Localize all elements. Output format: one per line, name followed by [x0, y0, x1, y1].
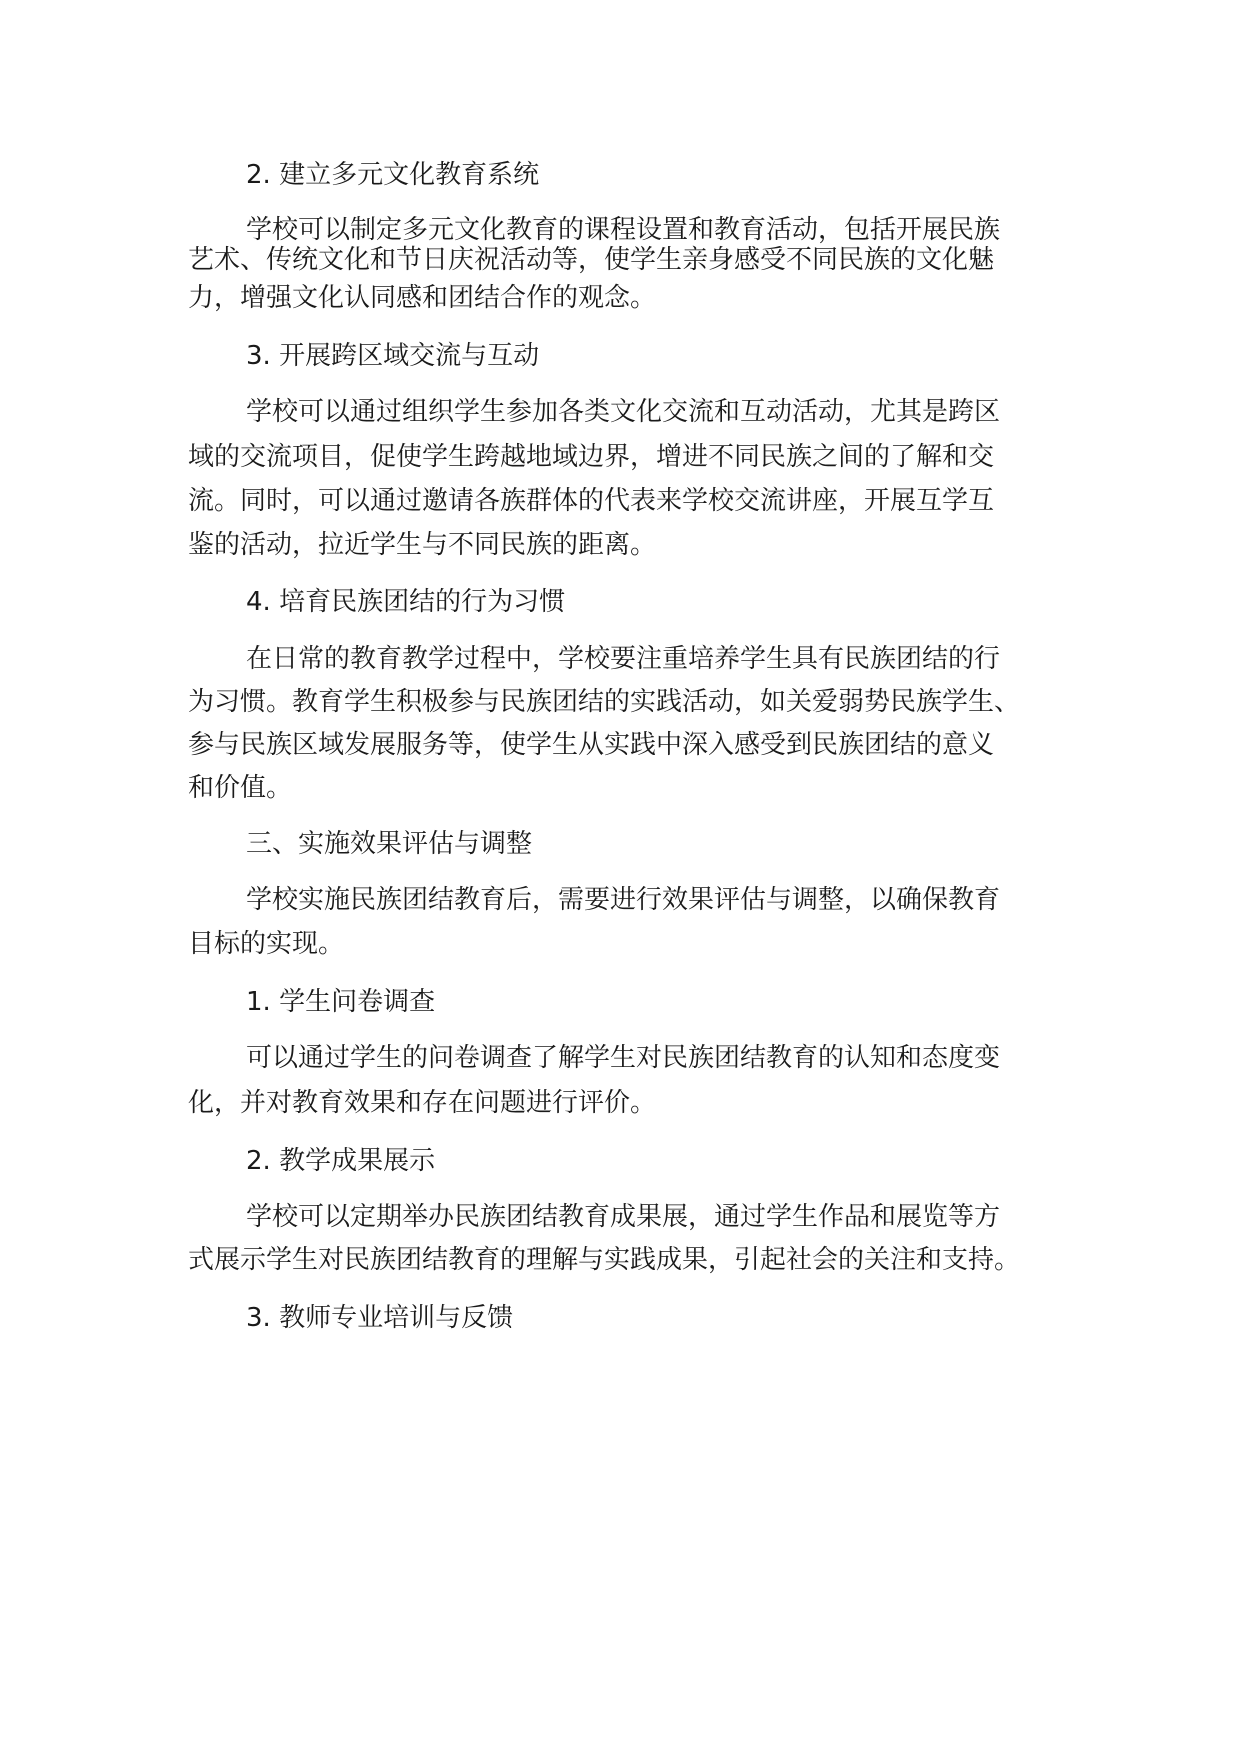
paragraph-line: 艺术、传统文化和节日庆祝活动等，使学生亲身感受不同民族的文化魅 [188, 245, 995, 275]
paragraph-line: 和价值。 [188, 773, 293, 803]
paragraph-line: 化，并对教育效果和存在问题进行评价。 [188, 1088, 657, 1118]
heading-3b: 3. 教师专业培训与反馈 [246, 1303, 514, 1333]
paragraph-line: 式展示学生对民族团结教育的理解与实践成果，引起社会的关注和支持。 [188, 1245, 1021, 1275]
paragraph-line: 为习惯。教育学生积极参与民族团结的实践活动，如关爱弱势民族学生、 [188, 687, 1021, 717]
heading-2: 2. 建立多元文化教育系统 [246, 160, 540, 190]
section-heading: 三、实施效果评估与调整 [246, 829, 533, 859]
heading-3: 3. 开展跨区域交流与互动 [246, 341, 540, 371]
paragraph-line: 学校实施民族团结教育后，需要进行效果评估与调整，以确保教育 [246, 885, 1001, 915]
paragraph-line: 鉴的活动，拉近学生与不同民族的距离。 [188, 530, 657, 560]
paragraph-line: 流。同时，可以通过邀请各族群体的代表来学校交流讲座，开展互学互 [188, 486, 995, 516]
paragraph-line: 学校可以定期举办民族团结教育成果展，通过学生作品和展览等方 [246, 1202, 1001, 1232]
paragraph-line: 参与民族区域发展服务等，使学生从实践中深入感受到民族团结的意义 [188, 730, 995, 760]
paragraph-line: 力，增强文化认同感和团结合作的观念。 [188, 283, 657, 313]
paragraph-line: 学校可以通过组织学生参加各类文化交流和互动活动，尤其是跨区 [246, 397, 1001, 427]
paragraph-line: 域的交流项目，促使学生跨越地域边界，增进不同民族之间的了解和交 [188, 442, 995, 472]
heading-2b: 2. 教学成果展示 [246, 1146, 436, 1176]
paragraph-line: 可以通过学生的问卷调查了解学生对民族团结教育的认知和态度变 [246, 1043, 1001, 1073]
paragraph-line: 学校可以制定多元文化教育的课程设置和教育活动，包括开展民族 [246, 215, 1001, 245]
paragraph-line: 在日常的教育教学过程中，学校要注重培养学生具有民族团结的行 [246, 644, 1001, 674]
heading-4: 4. 培育民族团结的行为习惯 [246, 587, 566, 617]
heading-1: 1. 学生问卷调查 [246, 987, 436, 1017]
paragraph-line: 目标的实现。 [188, 929, 345, 959]
